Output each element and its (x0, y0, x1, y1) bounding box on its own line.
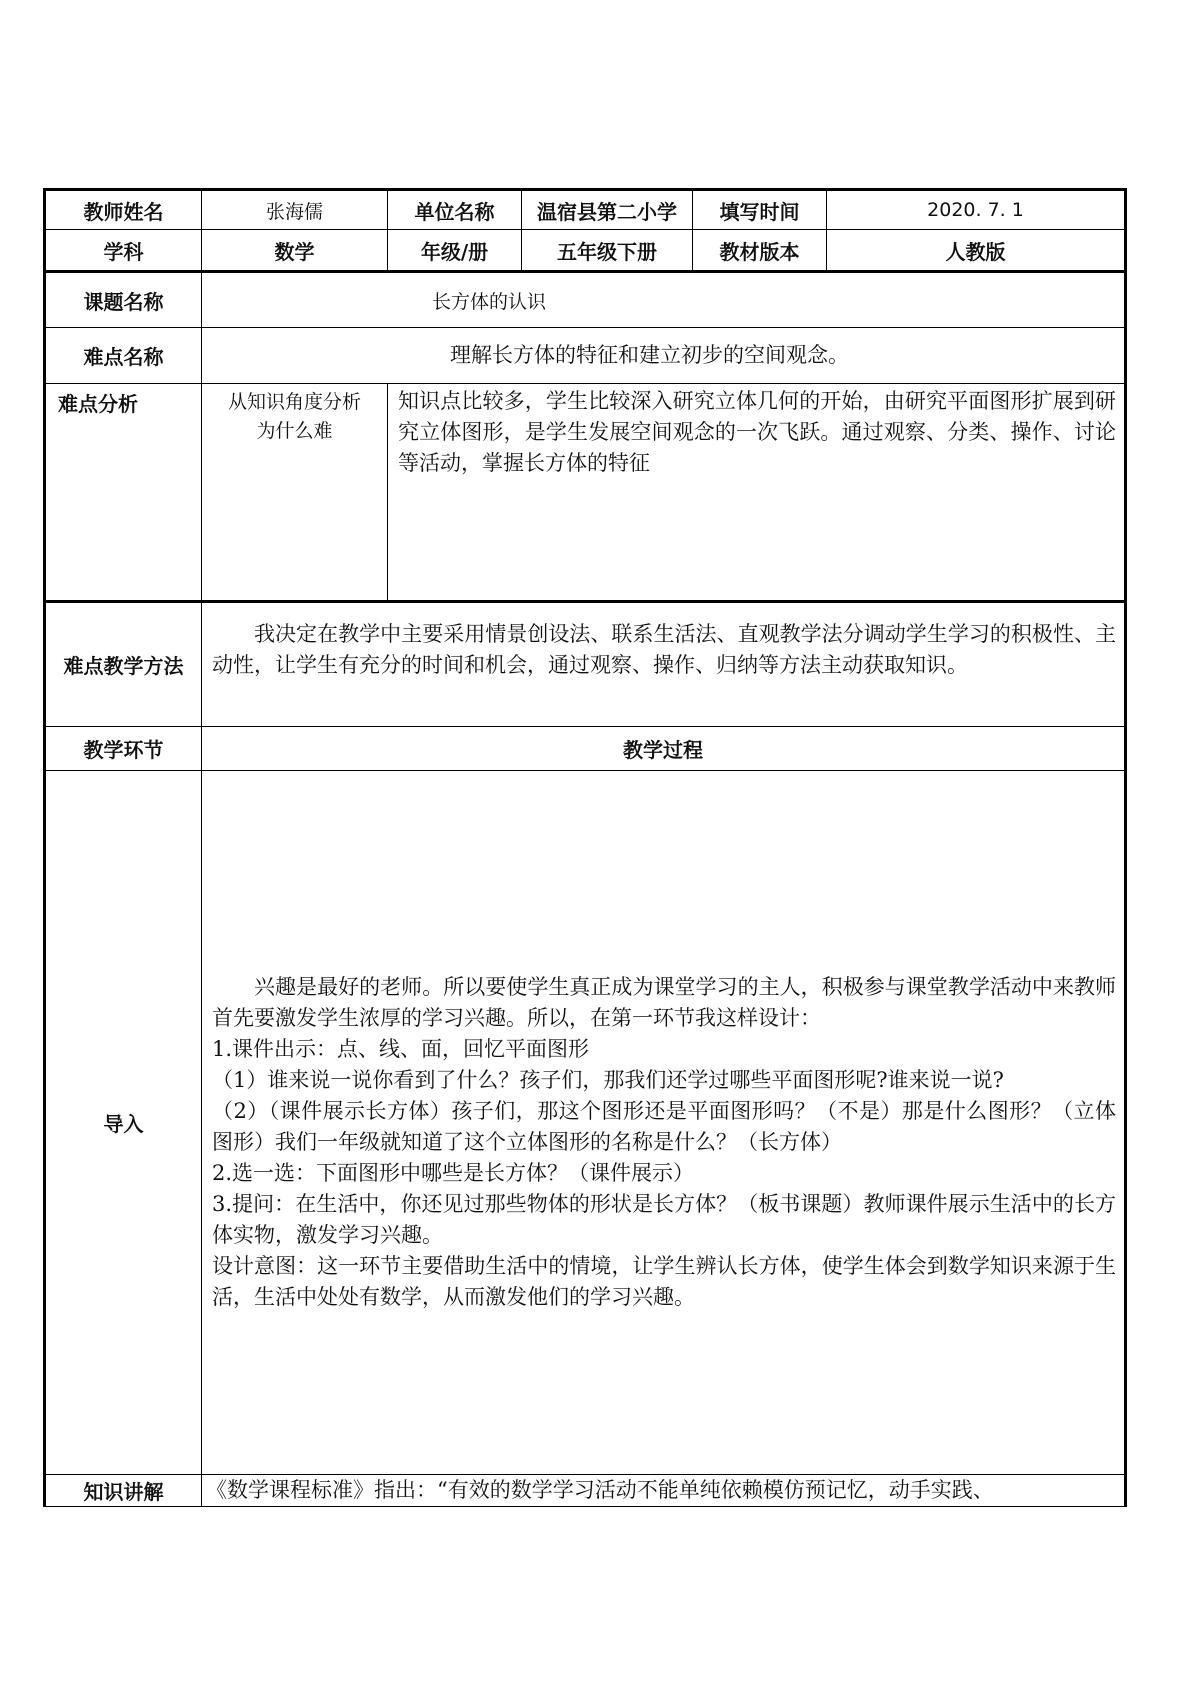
intro-line-3: （2）（课件展示长方体）孩子们，那这个图形还是平面图形吗？（不是）那是什么图形？（立体图形）我们一年级就知道了这个立体图形的名称是什么？（长方体） (212, 1099, 1116, 1154)
method-label: 难点教学方法 (45, 602, 202, 727)
difficulty-value: 理解长方体的特征和建立初步的空间观念。 (202, 328, 1126, 384)
teacher-name-label: 教师姓名 (45, 190, 202, 230)
intro-line-1: 1.课件出示：点、线、面，回忆平面图形 (212, 1037, 590, 1061)
intro-label: 导入 (45, 771, 202, 1475)
analysis-label: 难点分析 (45, 384, 202, 602)
analysis-row (45, 384, 1126, 602)
unit-name-value: 温宿县第二小学 (522, 190, 693, 230)
process-header-row (45, 727, 1126, 771)
analysis-sublabel-line2: 为什么难 (256, 420, 333, 442)
edition-value: 人教版 (827, 230, 1126, 272)
grade-value: 五年级下册 (522, 230, 693, 272)
difficulty-label: 难点名称 (45, 328, 202, 384)
edition-label: 教材版本 (693, 230, 827, 272)
method-row (45, 602, 1126, 727)
analysis-sublabel (202, 384, 388, 602)
grade-label: 年级/册 (388, 230, 522, 272)
method-text: 我决定在教学中主要采用情景创设法、联系生活法、直观教学法分调动学生学习的积极性、主动性，让学生有充分的时间和机会，通过观察、操作、归纳等方法主动获取知识。 (202, 602, 1126, 727)
intro-design-intent: 设计意图：这一环节主要借助生活中的情境，让学生辨认长方体，使学生体会到数学知识来源于生活，生活中处处有数学，从而激发他们的学习兴趣。 (212, 1254, 1116, 1309)
lesson-plan-form (43, 188, 1124, 1529)
intro-line-4: 2.选一选：下面图形中哪些是长方体？（课件展示） (212, 1161, 695, 1185)
subject-label: 学科 (45, 230, 202, 272)
knowledge-text: 《数学课程标准》指出：“有效的数学学习活动不能单纯依赖模仿预记忆，动手实践、 (202, 1475, 1126, 1507)
intro-row (45, 771, 1126, 1475)
difficulty-row (45, 328, 1126, 384)
topic-label: 课题名称 (45, 272, 202, 328)
teacher-name-value: 张海儒 (202, 190, 388, 230)
topic-row (45, 272, 1126, 328)
intro-line-5: 3.提问：在生活中，你还见过那些物体的形状是长方体？（板书课题）教师课件展示生活中的长方体实物，激发学习兴趣。 (212, 1192, 1116, 1247)
stage-header-label: 教学环节 (45, 727, 202, 771)
knowledge-row (45, 1475, 1126, 1507)
lesson-plan-table (43, 188, 1127, 1507)
intro-line-2: （1）谁来说一说你看到了什么？孩子们，那我们还学过哪些平面图形呢?谁来说一说? (212, 1068, 1004, 1092)
knowledge-label: 知识讲解 (45, 1475, 202, 1507)
unit-name-label: 单位名称 (388, 190, 522, 230)
process-header-label: 教学过程 (202, 727, 1126, 771)
fill-date-label: 填写时间 (693, 190, 827, 230)
header-row-2 (45, 230, 1126, 272)
topic-value: 长方体的认识 (202, 272, 1126, 328)
analysis-sublabel-line1: 从知识角度分析 (227, 391, 361, 413)
intro-paragraph: 兴趣是最好的老师。所以要使学生真正成为课堂学习的主人，积极参与课堂教学活动中来教师首先要激发学生浓厚的学习兴趣。所以，在第一环节我这样设计： (212, 975, 1116, 1030)
analysis-text: 知识点比较多，学生比较深入研究立体几何的开始，由研究平面图形扩展到研究立体图形，是学生发展空间观念的一次飞跃。通过观察、分类、操作、讨论等活动，掌握长方体的特征 (388, 384, 1126, 602)
subject-value: 数学 (202, 230, 388, 272)
fill-date-value: 2020. 7. 1 (827, 190, 1126, 230)
intro-content (202, 771, 1126, 1475)
header-row-1 (45, 190, 1126, 230)
